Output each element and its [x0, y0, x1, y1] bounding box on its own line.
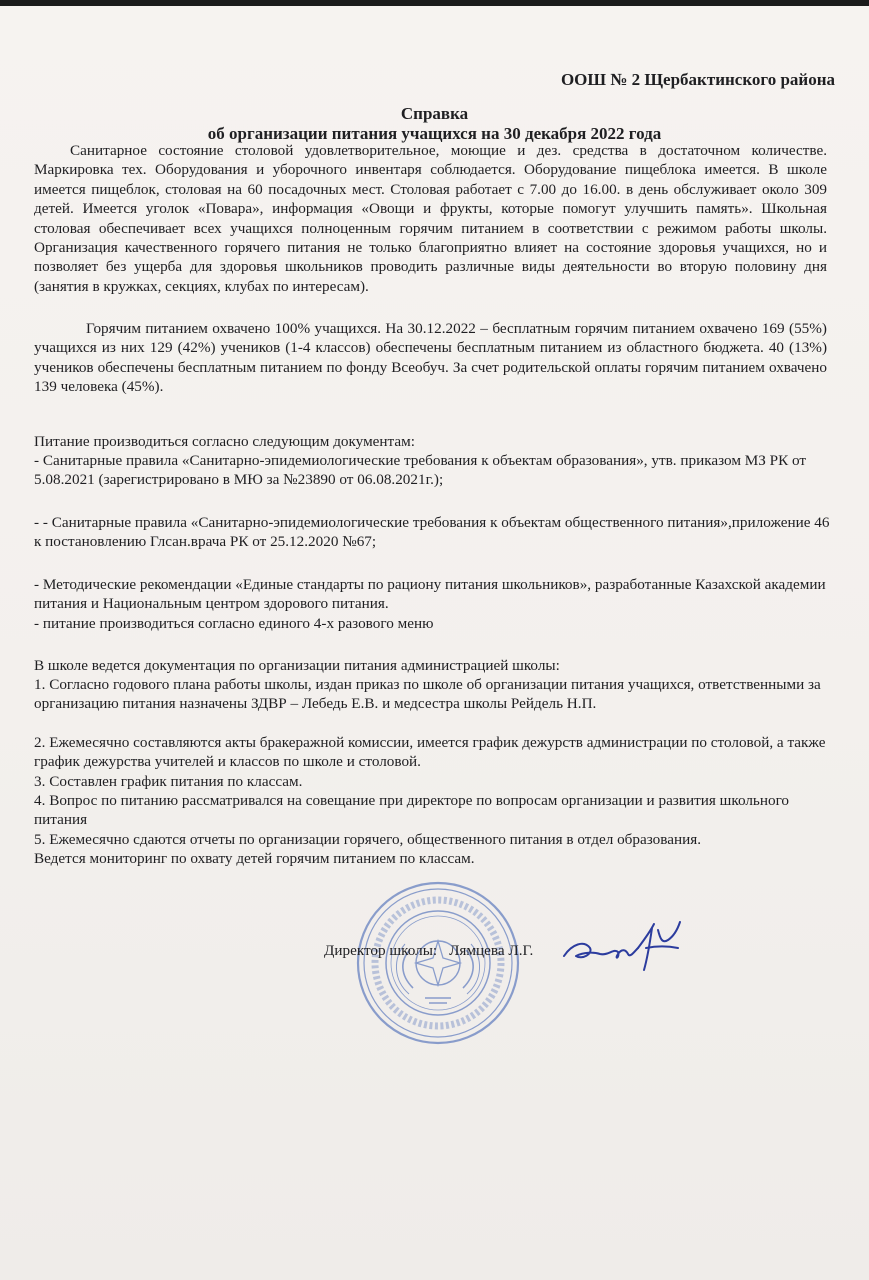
document-title — [0, 104, 869, 144]
paragraph-meal-coverage: Горячим питанием охвачено 100% учащихся. На 30.12.2022 – бесплатным горячим питанием охвачено 169 (55%) учащихся из них 129 (42%) учеников (1-4 классов) обеспечены бесплатным питанием из областного бюджета. 40 (13%) учеников обеспечены бесплатным питанием по фонду Всеобуч. За счет родительской оплаты горячим питанием охвачено 139 человека (45%). — [34, 320, 827, 396]
director-role: Директор школы: — [324, 942, 438, 959]
director-name: Лямцева Л.Г. — [449, 942, 534, 959]
school-name: ООШ № 2 Щербактинского района — [560, 70, 835, 89]
administration-item-1: 1. Согласно годового плана работы школы, издан приказ по школе об организации питания учащихся, ответственными за организацию питания назначены ЗДВР – Лебедь Е.В. и медсестра школы Рейдель Н.П. — [34, 676, 821, 712]
documents-heading: Питание производиться согласно следующим документам: — [34, 433, 415, 450]
document-item-1: - Санитарные правила «Санитарно-эпидемиологические требования к объектам образования», утв. приказом МЗ РК от 5.08.2021 (зарегистрировано в МЮ за №23890 от 06.08.2021г.); — [34, 452, 807, 488]
director-signature-line — [324, 942, 533, 960]
administration-item-2: 2. Ежемесячно составляются акты бракеражной комиссии, имеется график дежурств администрации по столовой, а также график дежурства учителей и классов по школе и столовой. — [34, 734, 826, 770]
administration-item-5: 5. Ежемесячно сдаются отчеты по организации горячего, общественного питания в отдел образования. — [34, 831, 701, 848]
document-item-2: - - Санитарные правила «Санитарно-эпидемиологические требования к объектам общественного питания»,приложение 46 к постановлению Глсан.врача РК от 25.12.2020 №67; — [34, 514, 830, 550]
handwritten-signature — [560, 918, 690, 973]
document-item-3: - Методические рекомендации «Единые стандарты по рациону питания школьников», разработанные Казахской академии питания и Национальным центром здорового питания. — [34, 576, 826, 612]
document-item-4: - питание производиться согласно единого 4-х разового меню — [34, 615, 434, 632]
title-line-2: об организации питания учащихся на 30 декабря 2022 года — [207, 124, 662, 143]
administration-item-4: 4. Вопрос по питанию рассматривался на совещание при директоре по вопросам организации и развития школьного питания — [34, 792, 790, 828]
page-top-edge — [0, 0, 869, 6]
official-stamp — [355, 880, 521, 1046]
title-line-1: Справка — [400, 104, 469, 123]
paragraph-canteen-condition: Санитарное состояние столовой удовлетворительное, моющие и дез. средства в достаточном количестве. Маркировка тех. Оборудования и уборочного инвентаря соблюдается. Оборудование пищеблока имеется. В школе имеется пищеблок, столовая на 60 посадочных мест. Столовая работает с 7.00 до 16.00. в день обслуживает около 309 детей. Имеется уголок «Повара», информация «Овощи и фрукты, которые помогут улучшить память». Школьная столовая обеспечивает всех учащихся полноценным горячим питанием в соответствии с режимом работы школы. Организация качественного горячего питания не только благоприятно влияет на состояние здоровья учащихся, но и позволяет без ущерба для здоровья школьников проводить различные виды деятельности во вторую половину дня (занятия в кружках, секциях, клубах по интересам). — [34, 142, 827, 295]
administration-item-3: 3. Составлен график питания по классам. — [34, 773, 303, 790]
administration-heading: В школе ведется документация по организации питания администрацией школы: — [34, 657, 560, 674]
administration-item-6: Ведется мониторинг по охвату детей горячим питанием по классам. — [34, 850, 475, 867]
